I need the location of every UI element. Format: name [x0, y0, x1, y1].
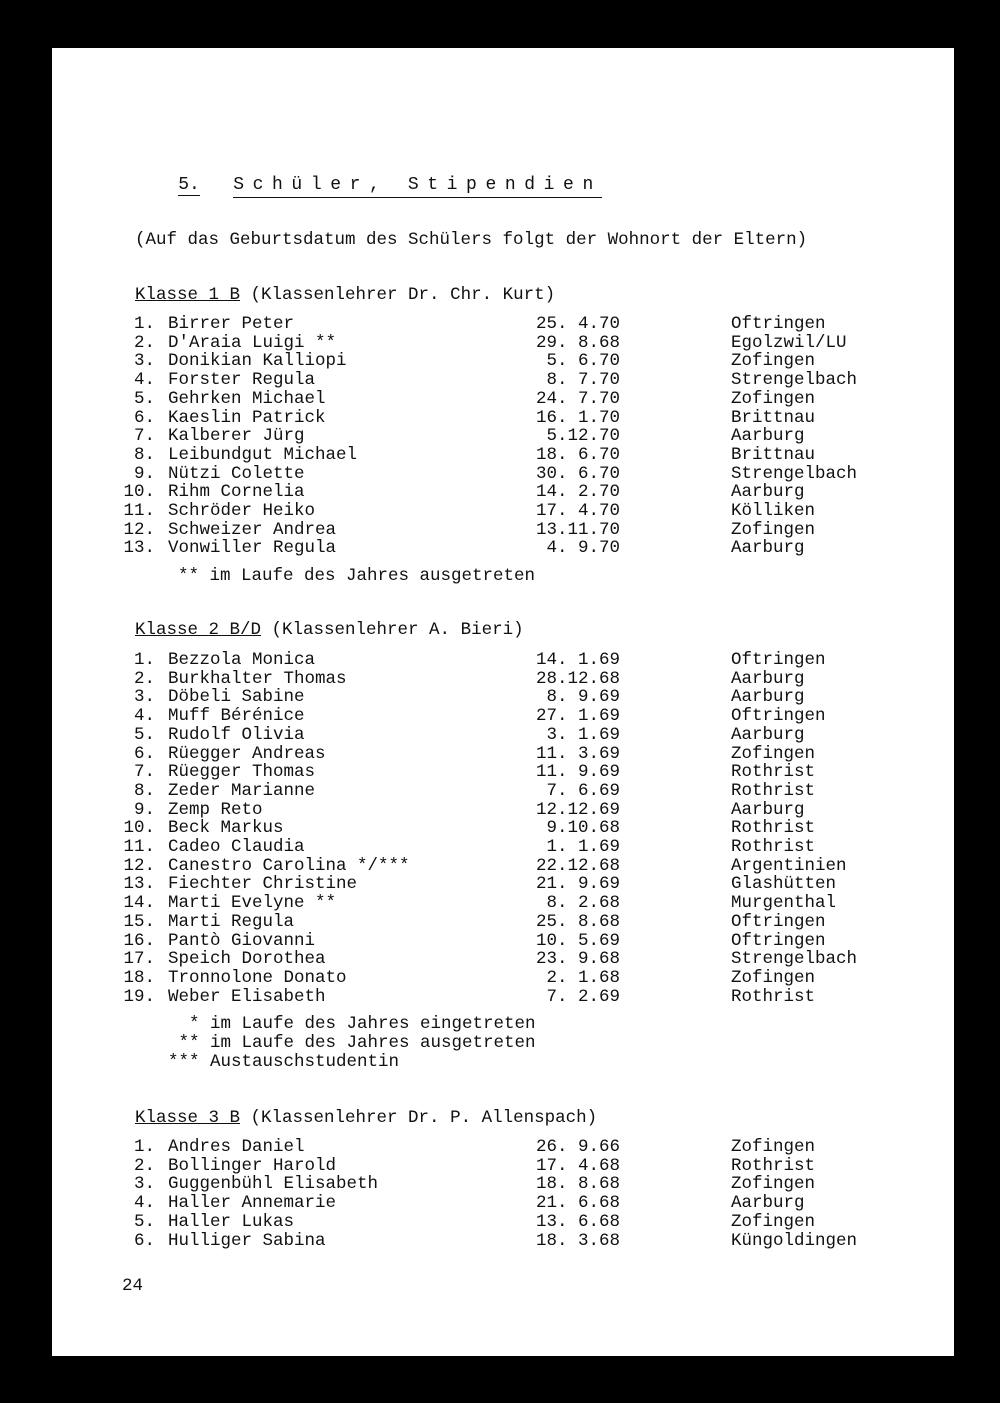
student-name: Rüegger Andreas — [168, 743, 326, 764]
student-row — [52, 408, 954, 427]
student-number: 1. — [133, 1137, 155, 1157]
student-birthdate: 17. 4.68 — [535, 1155, 620, 1176]
student-residence: Aarburg — [731, 687, 805, 708]
student-residence: Argentinien — [731, 855, 847, 876]
student-number: 2. — [133, 1155, 155, 1176]
student-residence: Egolzwil/LU — [731, 332, 847, 353]
student-birthdate: 13. 6.68 — [535, 1211, 620, 1232]
heading-title: Schüler, Stipendien — [233, 175, 602, 198]
student-row — [52, 762, 954, 781]
student-residence: Aarburg — [731, 426, 805, 447]
student-birthdate: 18. 6.70 — [535, 444, 620, 465]
student-row — [52, 856, 954, 875]
student-number: 19. — [123, 986, 155, 1007]
student-row — [52, 818, 954, 837]
student-residence: Brittnau — [731, 407, 816, 428]
student-name: Schröder Heiko — [168, 501, 316, 521]
student-row — [52, 520, 954, 539]
student-number: 12. — [123, 855, 155, 876]
student-residence: Murgenthal — [731, 893, 837, 914]
student-residence: Oftringen — [731, 650, 826, 670]
student-residence: Oftringen — [731, 911, 826, 932]
student-birthdate: 13.11.70 — [535, 519, 620, 540]
student-number: 1. — [133, 650, 155, 670]
student-number: 5. — [133, 724, 155, 745]
student-name: Tronnolone Donato — [168, 967, 347, 988]
student-name: Birrer Peter — [168, 314, 295, 334]
student-name: Donikian Kalliopi — [168, 351, 347, 372]
student-row — [52, 968, 954, 987]
student-row — [52, 1174, 954, 1193]
student-row — [52, 482, 954, 501]
student-number: 17. — [123, 949, 155, 970]
student-name: Bollinger Harold — [168, 1155, 337, 1176]
student-name: Beck Markus — [168, 818, 284, 839]
student-birthdate: 4. 9.70 — [546, 538, 620, 559]
student-number: 3. — [133, 351, 155, 372]
student-birthdate: 25. 8.68 — [535, 911, 620, 932]
student-row — [52, 1212, 954, 1231]
student-name: Rihm Cornelia — [168, 482, 305, 503]
student-birthdate: 8. 9.69 — [546, 687, 620, 708]
student-name: Marti Evelyne ** — [168, 893, 337, 914]
student-birthdate: 5. 6.70 — [546, 351, 620, 372]
student-birthdate: 21. 6.68 — [535, 1193, 620, 1214]
student-row — [52, 538, 954, 557]
footnote: *** Austauschstudentin — [168, 1051, 400, 1072]
student-residence: Kölliken — [731, 501, 816, 521]
student-birthdate: 8. 7.70 — [546, 370, 620, 391]
student-name: Hulliger Sabina — [168, 1230, 326, 1251]
student-row — [52, 893, 954, 912]
student-name: Andres Daniel — [168, 1137, 305, 1157]
student-number: 13. — [123, 874, 155, 895]
student-residence: Zofingen — [731, 743, 816, 764]
student-residence: Aarburg — [731, 724, 805, 745]
student-residence: Brittnau — [731, 444, 816, 465]
student-row — [52, 1193, 954, 1212]
student-number: 4. — [133, 706, 155, 727]
student-row — [52, 912, 954, 931]
student-name: Cadeo Claudia — [168, 837, 305, 857]
student-residence: Rothrist — [731, 1155, 816, 1176]
student-birthdate: 12.12.69 — [535, 799, 620, 820]
student-residence: Zofingen — [731, 1137, 816, 1157]
student-name: Zeder Marianne — [168, 780, 316, 801]
student-number: 9. — [133, 799, 155, 820]
student-residence: Strengelbach — [731, 370, 858, 391]
student-name: Kalberer Jürg — [168, 426, 305, 447]
student-birthdate: 14. 2.70 — [535, 482, 620, 503]
student-name: Marti Regula — [168, 911, 295, 932]
student-name: Fiechter Christine — [168, 874, 358, 895]
student-birthdate: 8. 2.68 — [546, 893, 620, 914]
student-row — [52, 874, 954, 893]
class-teacher: (Klassenlehrer Dr. P. Allenspach) — [240, 1108, 598, 1128]
footnote: ** im Laufe des Jahres ausgetreten — [168, 1033, 536, 1053]
student-residence: Aarburg — [731, 668, 805, 689]
section-heading — [135, 155, 602, 215]
student-residence: Strengelbach — [731, 949, 858, 970]
footnote: * im Laufe des Jahres eingetreten — [168, 1014, 536, 1035]
class-teacher: (Klassenlehrer A. Bieri) — [261, 620, 524, 640]
student-number: 6. — [133, 743, 155, 764]
student-row — [52, 314, 954, 333]
student-name: Muff Bérénice — [168, 706, 305, 727]
student-name: Burkhalter Thomas — [168, 668, 347, 689]
student-row — [52, 650, 954, 669]
footnote: ** im Laufe des Jahres ausgetreten — [178, 566, 536, 587]
student-number: 9. — [133, 463, 155, 484]
student-name: Schweizer Andrea — [168, 519, 337, 540]
student-residence: Zofingen — [731, 351, 816, 372]
student-number: 7. — [133, 762, 155, 783]
class-heading — [135, 285, 555, 305]
class-teacher: (Klassenlehrer Dr. Chr. Kurt) — [240, 285, 556, 305]
student-number: 12. — [123, 519, 155, 540]
student-number: 4. — [133, 370, 155, 391]
class-label: Klasse 1 B — [135, 285, 241, 305]
student-birthdate: 5.12.70 — [546, 426, 620, 447]
student-row — [52, 725, 954, 744]
student-row — [52, 351, 954, 370]
student-birthdate: 24. 7.70 — [535, 388, 620, 409]
student-number: 10. — [123, 482, 155, 503]
student-residence: Oftringen — [731, 706, 826, 727]
student-row — [52, 501, 954, 520]
student-residence: Zofingen — [731, 1174, 816, 1195]
heading-number: 5. — [178, 175, 200, 195]
student-birthdate: 1. 1.69 — [546, 837, 620, 857]
student-number: 2. — [133, 332, 155, 353]
student-row — [52, 333, 954, 352]
student-number: 10. — [123, 818, 155, 839]
student-number: 1. — [133, 314, 155, 334]
student-residence: Strengelbach — [731, 463, 858, 484]
student-number: 13. — [123, 538, 155, 559]
page-number: 24 — [122, 1276, 144, 1296]
student-residence: Aarburg — [731, 482, 805, 503]
student-residence: Glashütten — [731, 874, 837, 895]
student-row — [52, 445, 954, 464]
student-row — [52, 781, 954, 800]
student-row — [52, 1156, 954, 1175]
student-name: Gehrken Michael — [168, 388, 326, 409]
student-name: Weber Elisabeth — [168, 986, 326, 1007]
student-birthdate: 28.12.68 — [535, 668, 620, 689]
student-name: Rüegger Thomas — [168, 762, 316, 783]
class-heading — [135, 620, 524, 640]
student-name: Canestro Carolina */*** — [168, 855, 410, 876]
student-residence: Aarburg — [731, 799, 805, 820]
student-row — [52, 1137, 954, 1156]
student-birthdate: 26. 9.66 — [535, 1137, 620, 1157]
student-name: Rudolf Olivia — [168, 724, 305, 745]
student-number: 8. — [133, 780, 155, 801]
student-birthdate: 9.10.68 — [546, 818, 620, 839]
student-name: Haller Annemarie — [168, 1193, 337, 1214]
student-row — [52, 464, 954, 483]
student-row — [52, 687, 954, 706]
student-name: Guggenbühl Elisabeth — [168, 1174, 379, 1195]
student-number: 18. — [123, 967, 155, 988]
student-name: D'Araia Luigi ** — [168, 332, 337, 353]
student-number: 4. — [133, 1193, 155, 1214]
student-name: Kaeslin Patrick — [168, 407, 326, 428]
class-heading — [135, 1108, 597, 1128]
student-name: Pantò Giovanni — [168, 930, 316, 951]
student-number: 3. — [133, 1174, 155, 1195]
student-residence: Rothrist — [731, 986, 816, 1007]
student-number: 3. — [133, 687, 155, 708]
class-label: Klasse 3 B — [135, 1108, 241, 1128]
student-name: Speich Dorothea — [168, 949, 326, 970]
student-row — [52, 706, 954, 725]
student-birthdate: 14. 1.69 — [535, 650, 620, 670]
student-residence: Zofingen — [731, 1211, 816, 1232]
student-number: 8. — [133, 444, 155, 465]
student-row — [52, 370, 954, 389]
student-name: Haller Lukas — [168, 1211, 295, 1232]
student-residence: Küngoldingen — [731, 1230, 858, 1251]
student-number: 5. — [133, 1211, 155, 1232]
student-row — [52, 1231, 954, 1250]
student-number: 7. — [133, 426, 155, 447]
student-number: 15. — [123, 911, 155, 932]
student-residence: Aarburg — [731, 1193, 805, 1214]
student-row — [52, 669, 954, 688]
student-name: Zemp Reto — [168, 799, 263, 820]
student-name: Vonwiller Regula — [168, 538, 337, 559]
student-row — [52, 389, 954, 408]
student-name: Döbeli Sabine — [168, 687, 305, 708]
student-birthdate: 27. 1.69 — [535, 706, 620, 727]
student-birthdate: 7. 6.69 — [546, 780, 620, 801]
student-residence: Oftringen — [731, 314, 826, 334]
student-residence: Zofingen — [731, 388, 816, 409]
student-residence: Rothrist — [731, 762, 816, 783]
student-birthdate: 11. 9.69 — [535, 762, 620, 783]
student-birthdate: 29. 8.68 — [535, 332, 620, 353]
student-number: 5. — [133, 388, 155, 409]
student-residence: Rothrist — [731, 780, 816, 801]
student-birthdate: 25. 4.70 — [535, 314, 620, 334]
student-residence: Rothrist — [731, 818, 816, 839]
student-row — [52, 931, 954, 950]
student-row — [52, 744, 954, 763]
student-birthdate: 23. 9.68 — [535, 949, 620, 970]
student-number: 14. — [123, 893, 155, 914]
student-birthdate: 30. 6.70 — [535, 463, 620, 484]
student-residence: Aarburg — [731, 538, 805, 559]
student-birthdate: 7. 2.69 — [546, 986, 620, 1007]
student-number: 6. — [133, 407, 155, 428]
student-birthdate: 16. 1.70 — [535, 407, 620, 428]
student-name: Forster Regula — [168, 370, 316, 391]
student-name: Bezzola Monica — [168, 650, 316, 670]
student-number: 6. — [133, 1230, 155, 1251]
student-residence: Zofingen — [731, 519, 816, 540]
student-birthdate: 18. 3.68 — [535, 1230, 620, 1251]
student-number: 11. — [123, 837, 155, 857]
student-row — [52, 800, 954, 819]
document-page — [52, 48, 954, 1356]
student-birthdate: 22.12.68 — [535, 855, 620, 876]
student-residence: Oftringen — [731, 930, 826, 951]
student-number: 16. — [123, 930, 155, 951]
intro-note: (Auf das Geburtsdatum des Schülers folgt der Wohnort der Eltern) — [135, 230, 808, 250]
student-birthdate: 11. 3.69 — [535, 743, 620, 764]
student-name: Leibundgut Michael — [168, 444, 358, 465]
student-number: 11. — [123, 501, 155, 521]
student-birthdate: 3. 1.69 — [546, 724, 620, 745]
student-birthdate: 17. 4.70 — [535, 501, 620, 521]
student-birthdate: 21. 9.69 — [535, 874, 620, 895]
student-row — [52, 987, 954, 1006]
class-label: Klasse 2 B/D — [135, 620, 262, 640]
student-name: Nützi Colette — [168, 463, 305, 484]
student-residence: Rothrist — [731, 837, 816, 857]
student-row — [52, 949, 954, 968]
student-row — [52, 426, 954, 445]
student-birthdate: 18. 8.68 — [535, 1174, 620, 1195]
student-birthdate: 2. 1.68 — [546, 967, 620, 988]
student-birthdate: 10. 5.69 — [535, 930, 620, 951]
student-number: 2. — [133, 668, 155, 689]
student-row — [52, 837, 954, 856]
student-residence: Zofingen — [731, 967, 816, 988]
